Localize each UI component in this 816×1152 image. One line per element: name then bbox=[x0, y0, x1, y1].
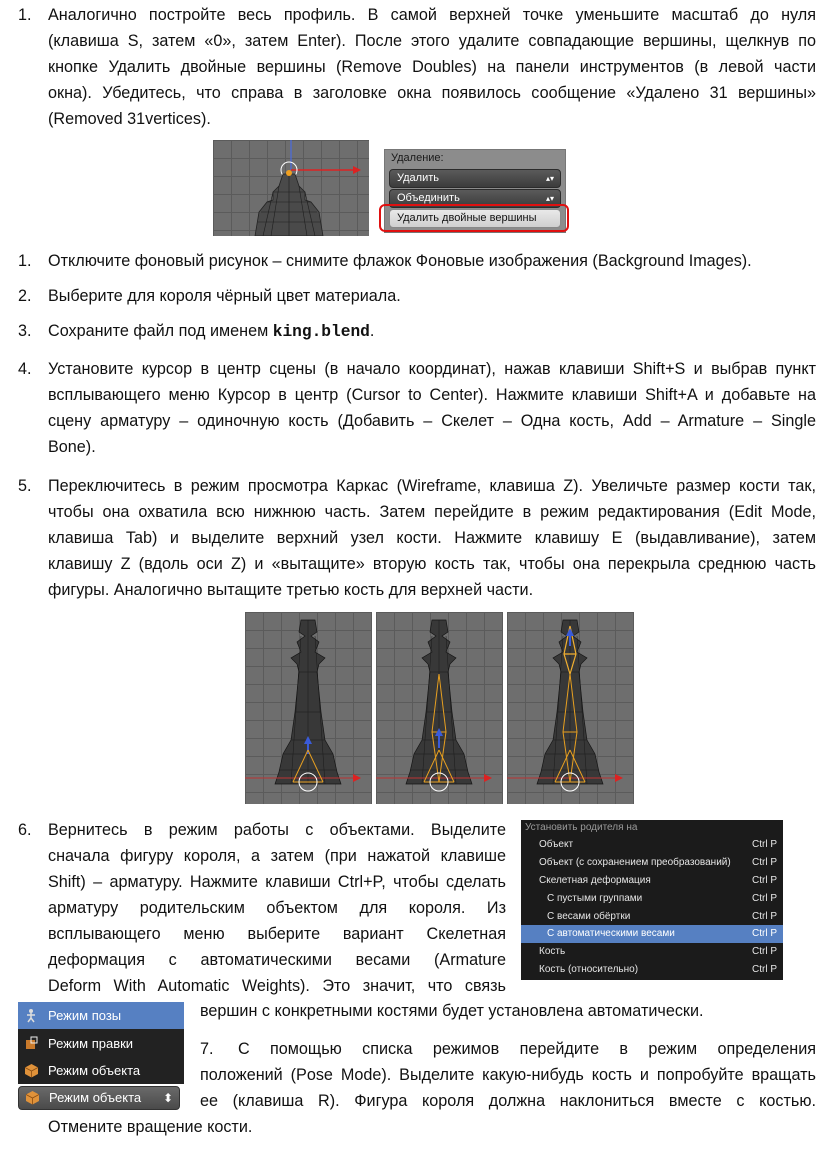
delete-button[interactable]: Удалить ▴▾ bbox=[389, 169, 561, 188]
viewport-image-king-2 bbox=[376, 612, 503, 804]
list-number: 6. bbox=[18, 821, 32, 839]
paragraph-line: ее (клавиша R). Фигура короля должна наклониться вместе с костью. bbox=[200, 1092, 816, 1110]
paragraph-line: Аналогично постройте весь профиль. В самой верхней точке уменьшите масштаб до нуля bbox=[48, 6, 816, 24]
paragraph-line: клавишу Z (вдоль оси Z) и «вытащите» вторую кость так, чтобы она перекрыла среднюю часть bbox=[48, 555, 816, 573]
object-mode-icon bbox=[25, 1090, 40, 1105]
menu-item-object-mode[interactable]: Режим объекта bbox=[18, 1057, 184, 1084]
paragraph-line: Установите курсор в центр сцены (в начало координат), нажав клавиши Shift+S и выбрав пункт bbox=[48, 360, 816, 378]
filename: king.blend bbox=[272, 323, 370, 341]
menu-item-object-keep-transform[interactable]: Объект (с сохранением преобразований) Ctrl P bbox=[539, 857, 777, 868]
mode-selector-label: Режим объекта bbox=[49, 1090, 142, 1105]
menu-title: Установить родителя на bbox=[525, 822, 638, 833]
paragraph-line: Отмените вращение кости. bbox=[48, 1118, 253, 1136]
updown-arrow-icon: ⬍ bbox=[162, 1091, 173, 1105]
menu-item-object[interactable]: Объект Ctrl P bbox=[539, 839, 777, 850]
updown-arrow-icon: ▴▾ bbox=[545, 194, 554, 203]
viewport-image-chess-top bbox=[213, 140, 369, 236]
paragraph-line: кнопке Удалить двойные вершины (Remove Doubles) на панели инструментов (в левой части bbox=[48, 58, 816, 76]
menu-item-bone[interactable]: Кость Ctrl P bbox=[539, 946, 777, 957]
pose-mode-icon bbox=[24, 1008, 39, 1023]
list-item-text: Сохраните файл под именем king.blend. bbox=[48, 322, 375, 341]
menu-item-empty-groups[interactable]: С пустыми группами Ctrl P bbox=[547, 893, 777, 904]
paragraph-line: С помощью списка режимов перейдите в режим определения bbox=[238, 1040, 816, 1058]
paragraph-line: (Removed 31vertices). bbox=[48, 110, 211, 128]
list-number: 4. bbox=[18, 360, 32, 378]
list-item-text: Выберите для короля чёрный цвет материала. bbox=[48, 287, 401, 305]
paragraph-line: сначала фигуру короля, а затем (при нажатой клавише bbox=[48, 847, 506, 865]
paragraph-line: всплывающего меню Курсор в центр (Cursor to Center). Нажмите клавиши Shift+A и добавьте на bbox=[48, 386, 816, 404]
paragraph-line: чтобы она охватила всю нижнюю часть. Затем перейдите в режим редактирования (Edit Mode, bbox=[48, 503, 816, 521]
viewport-image-king-3 bbox=[507, 612, 634, 804]
list-number: 5. bbox=[18, 477, 32, 495]
merge-button[interactable]: Объединить ▴▾ bbox=[389, 189, 561, 208]
menu-item-automatic-weights[interactable]: С автоматическими весами Ctrl P bbox=[521, 925, 783, 943]
menu-item-edit-mode[interactable]: Режим правки bbox=[18, 1030, 184, 1057]
menu-item-envelope-weights[interactable]: С весами обёртки Ctrl P bbox=[547, 911, 777, 922]
paragraph-line: всплывающего меню выберите вариант Скелетная bbox=[48, 925, 506, 943]
paragraph-line: Вернитесь в режим работы с объектами. Выделите bbox=[48, 821, 506, 839]
updown-arrow-icon: ▴▾ bbox=[545, 174, 554, 183]
paragraph-line: клавиша Tab) и выделите верхний узел кости. Нажмите клавишу E (выдавливание), затем bbox=[48, 529, 816, 547]
set-parent-menu bbox=[521, 820, 783, 980]
delete-panel bbox=[384, 149, 566, 233]
remove-doubles-button[interactable]: Удалить двойные вершины bbox=[389, 209, 561, 228]
highlight-frame bbox=[379, 204, 569, 232]
menu-item-armature-deform[interactable]: Скелетная деформация Ctrl P bbox=[539, 875, 777, 886]
paragraph-line: арматуру родительским объектом для короля. Из bbox=[48, 899, 506, 917]
list-item-text: Отключите фоновый рисунок – снимите флажок Фоновые изображения (Background Images). bbox=[48, 252, 752, 270]
mode-menu bbox=[18, 1002, 184, 1112]
list-number: 1. bbox=[18, 252, 32, 270]
paragraph-line: Shift) – арматуру. Нажмите клавиши Ctrl+P, чтобы сделать bbox=[48, 873, 506, 891]
paragraph-line: сцену арматуру – одиночную кость (Добавить – Скелет – Одна кость, Add – Armature – Single bbox=[48, 412, 816, 430]
paragraph-line: Bone). bbox=[48, 438, 96, 456]
viewport-image-king-1 bbox=[245, 612, 372, 804]
paragraph-line: положений (Pose Mode). Выделите какую-нибудь кость и попробуйте вращать bbox=[200, 1066, 816, 1084]
paragraph-line: окна). Убедитесь, что справа в заголовке окна появилось сообщение «Удалено 31 вершины» bbox=[48, 84, 816, 102]
panel-title: Удаление: bbox=[391, 152, 444, 164]
menu-item-bone-relative[interactable]: Кость (относительно) Ctrl P bbox=[539, 964, 777, 975]
paragraph-line: деформация с автоматическими весами (Armature bbox=[48, 951, 506, 969]
paragraph-line: Deform With Automatic Weights). Это значит, что связь bbox=[48, 977, 506, 995]
list-number: 7. bbox=[200, 1040, 214, 1058]
paragraph-line: вершин с конкретными костями будет установлена автоматически. bbox=[200, 1002, 704, 1020]
object-mode-icon bbox=[24, 1063, 39, 1078]
menu-item-pose-mode[interactable]: Режим позы bbox=[18, 1002, 184, 1029]
paragraph-line: фигуры. Аналогично вытащите третью кость для верхней части. bbox=[48, 581, 534, 599]
list-number: 1. bbox=[18, 6, 32, 24]
paragraph-line: (клавиша S, затем «0», затем Enter). После этого удалите совпадающие вершины, щелкнув по bbox=[48, 32, 816, 50]
mode-selector[interactable] bbox=[18, 1086, 180, 1110]
paragraph-line: Переключитесь в режим просмотра Каркас (Wireframe, клавиша Z). Увеличьте размер кости так, bbox=[48, 477, 816, 495]
list-number: 3. bbox=[18, 322, 32, 340]
edit-mode-icon bbox=[24, 1036, 39, 1051]
list-number: 2. bbox=[18, 287, 32, 305]
